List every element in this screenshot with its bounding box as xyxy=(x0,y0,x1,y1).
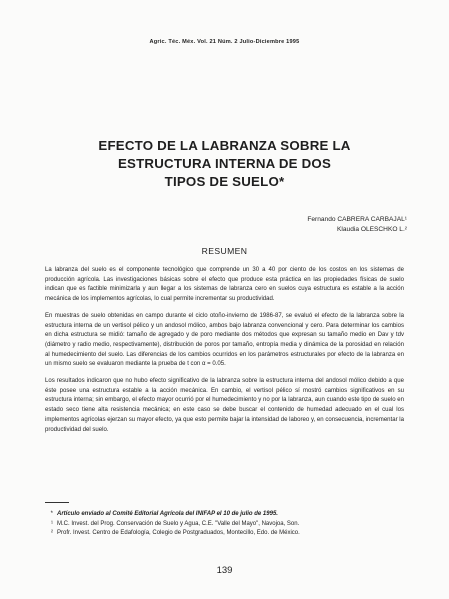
journal-header: Agric. Téc. Méx. Vol. 21 Núm. 2 Julio-Diciembre 1995 xyxy=(149,39,300,45)
abstract-body xyxy=(45,266,404,442)
footnote-text: Artículo enviado al Comité Editorial Agrícola del INIFAP el 10 de julio de 1995. xyxy=(57,511,278,517)
footnote-mark: ¹ xyxy=(51,520,53,527)
footnote xyxy=(45,529,415,539)
abstract-paragraph: Los resultados indicaron que no hubo efecto significativo de la labranza sobre la estructura interna del andosol mólico debido a que éste posee una estructura estable a la acción mecánica. En cambio, el vertisol pélico sí mostró cambios significativos en su estructura interna; sin embargo, el efecto mayor ocurrió por el humedecimiento y no por la labranza, aun cuando este tipo de suelo en estado seco tiene alta resistencia mecánica; en este caso se debe buscar el contenido de humedad adecuado en el cual los implementos agrícolas ejerzan su mayor efecto, ya que esto permite bajar la intensidad de laboreo y, en consecuencia, incrementar la productividad del suelo. xyxy=(45,378,404,433)
footnote-text: M.C. Invest. del Prog. Conservación de Suelo y Agua, C.E. "Valle del Mayo", Navojoa, Son. xyxy=(57,520,300,527)
author-name: Klaudia OLESCHKO L.² xyxy=(337,226,407,233)
title-line: EFECTO DE LA LABRANZA SOBRE LA xyxy=(98,138,351,153)
page-number: 139 xyxy=(216,565,233,576)
footnote xyxy=(45,510,415,520)
article-title xyxy=(50,137,399,191)
title-line: TIPOS DE SUELO* xyxy=(164,174,285,189)
footnote-mark: * xyxy=(50,511,53,517)
footnote-divider xyxy=(45,502,69,503)
footnotes xyxy=(45,510,415,539)
footnote-text: Profr. Invest. Centro de Edafología, Colegio de Postgraduados, Montecillo, Edo. de México. xyxy=(57,530,300,537)
title-line: ESTRUCTURA INTERNA DE DOS xyxy=(117,156,332,171)
abstract-paragraph: En muestras de suelo obtenidas en campo durante el ciclo otoño-invierno de 1986-87, se evaluó el efecto de la labranza sobre la estructura interna de un vertisol pélico y un andosol mólico, ambos bajo labranza convencional y cero. Para determinar los cambios en dicha estructura se midió: tamaño de agregado y de poro mediante dos métodos que expresan su tamaño medio en Dav y tdv (diámetro y radio medio, respectivamente), distribución de poros por tamaño, entropía media y dinámica de la porosidad en relación al humedecimiento del suelo. Las diferencias de los cambios ocurridos en los parámetros estructurales por efecto de la labranza en un mismo suelo se evaluaron mediante la prueba de t con α = 0.05. xyxy=(45,312,404,368)
author-list xyxy=(307,215,407,235)
abstract-heading: RESUMEN xyxy=(201,246,248,256)
abstract-paragraph: La labranza del suelo es el componente tecnológico que comprende un 30 a 40 por ciento de los costos en los sistemas de producción agrícola. Las investigaciones básicas sobre el efecto que produce esta práctica en las propiedades físicas de suelo indican que es factible minimizarla y aun llegar a los sistemas de labranza cero en suelos cuya estructura es estable a la acción mecánica de los implementos agrícolas, lo cual permite incrementar su productividad. xyxy=(45,267,404,303)
footnote-mark: ² xyxy=(51,530,53,537)
author-name: Fernando CABRERA CARBAJAL¹ xyxy=(307,216,407,223)
footnote xyxy=(45,520,415,530)
